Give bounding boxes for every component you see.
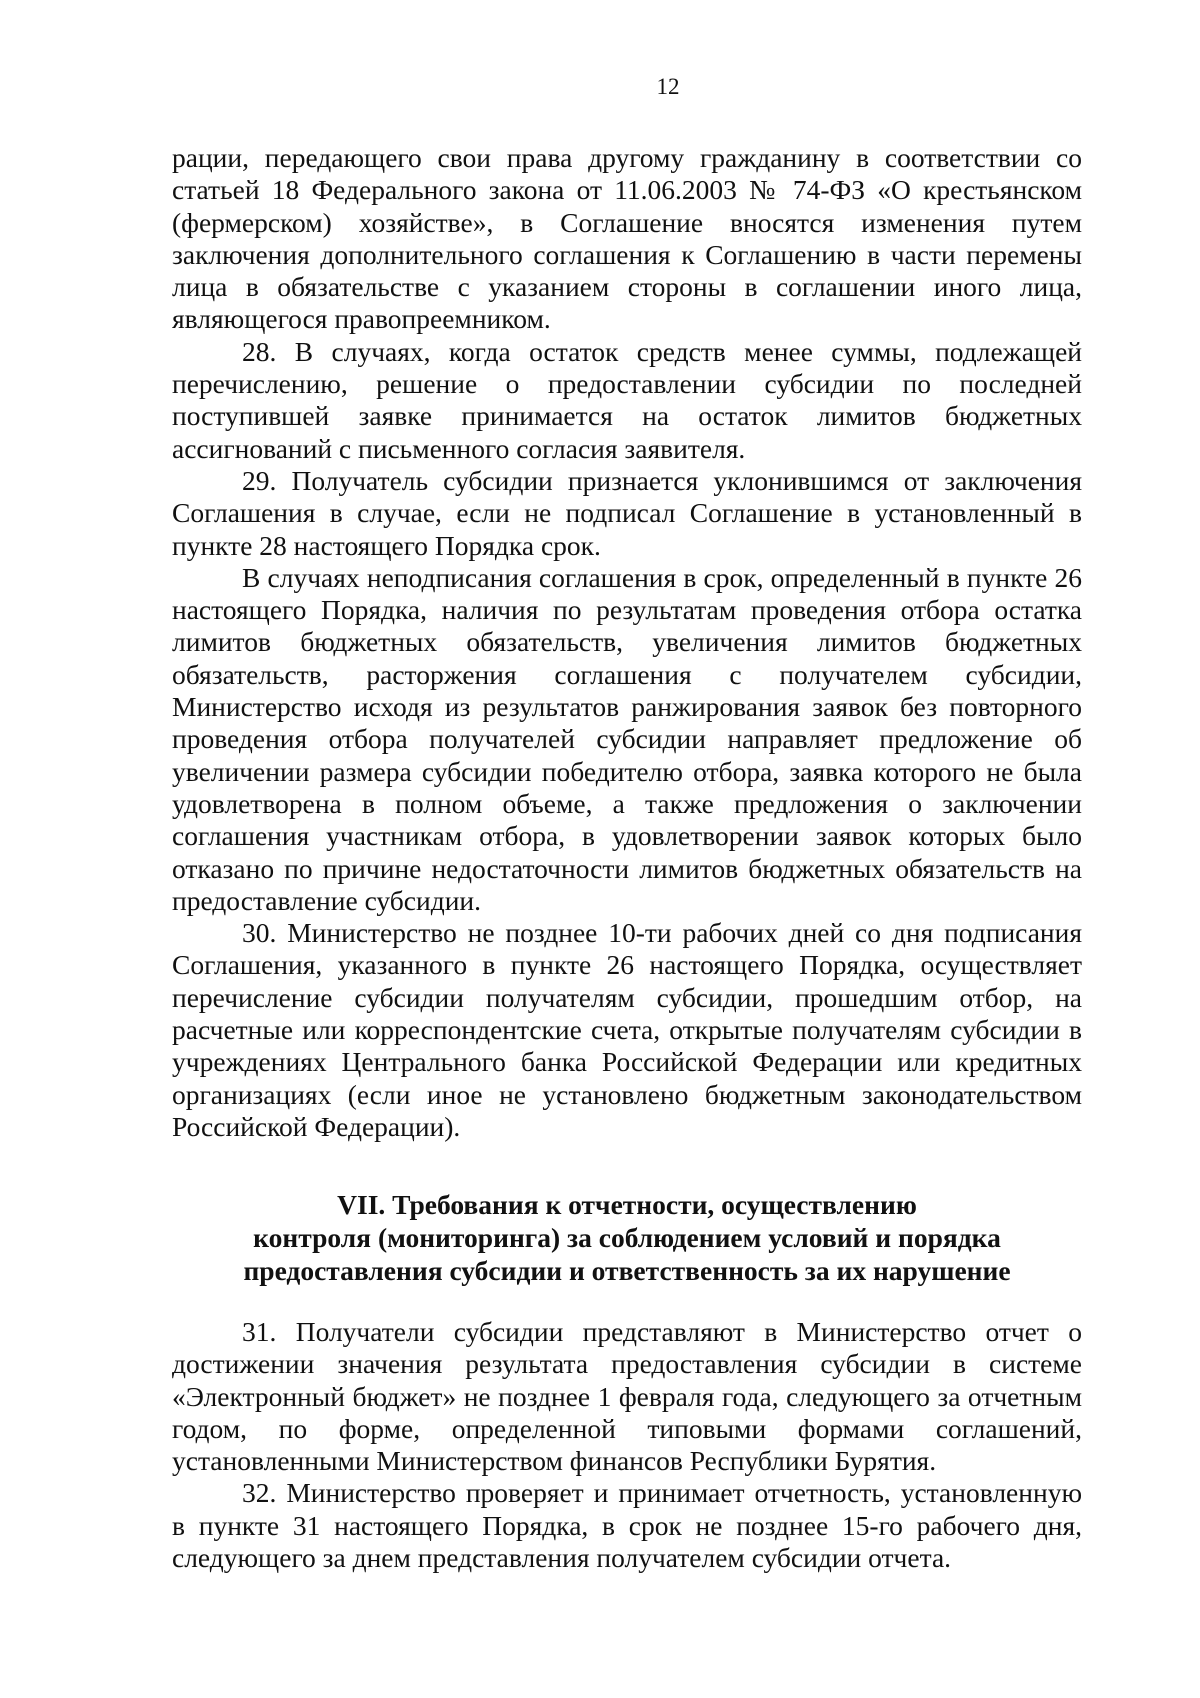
section-heading-line-1: VII. Требования к отчетности, осуществлению <box>337 1189 917 1220</box>
page-number: 12 <box>656 74 680 99</box>
paragraph-28: 28. В случаях, когда остаток средств менее суммы, подлежащей перечислению, решение о предоставлении субсидии по последней поступившей заявке принимается на остаток лимитов бюджетных ассигнований с письменного согласия заявителя. <box>172 335 1082 464</box>
body-text-bottom <box>172 1316 1082 1574</box>
paragraph-29: 29. Получатель субсидии признается уклонившимся от заключения Соглашения в случае, если не подписал Соглашение в установленный в пункте 28 настоящего Порядка срок. <box>172 464 1082 561</box>
section-heading-line-3: предоставления субсидии и ответственность за их нарушение <box>243 1255 1011 1286</box>
paragraph-29-cont: В случаях неподписания соглашения в срок, определенный в пункте 26 настоящего Порядка, наличия по результатам проведения отбора остатка лимитов бюджетных обязательств, увеличения лимитов бюджетных обязательств, расторжения соглашения с получателем субсидии, Министерство исходя из результатов ранжирования заявок без повторного проведения отбора получателей субсидии направляет предложение об увеличении размера субсидии победителю отбора, заявка которого не была удовлетворена в полном объеме, а также предложения о заключении соглашения участникам отбора, в удовлетворении заявок которых было отказано по причине недостаточности лимитов бюджетных обязательств на предоставление субсидии. <box>172 561 1082 916</box>
section-heading-line-2: контроля (мониторинга) за соблюдением условий и порядка <box>253 1222 1001 1253</box>
paragraph-31: 31. Получатели субсидии представляют в Министерство отчет о достижении значения результата предоставления субсидии в системе «Электронный бюджет» не позднее 1 февраля года, следующего за отчетным годом, по форме, определенной типовыми формами соглашений, установленными Министерством финансов Республики Бурятия. <box>172 1316 1082 1477</box>
section-heading <box>172 1188 1082 1287</box>
body-text-top <box>172 142 1082 1143</box>
paragraph-continuation: рации, передающего свои права другому гражданину в соответствии со статьей 18 Федерального закона от 11.06.2003 № 74-ФЗ «О крестьянском (фермерском) хозяйстве», в Соглашение вносятся изменения путем заключения дополнительного соглашения к Соглашению в части перемены лица в обязательстве с указанием стороны в соглашении иного лица, являющегося правопреемником. <box>172 142 1082 335</box>
paragraph-32: 32. Министерство проверяет и принимает отчетность, установленную в пункте 31 настоящего Порядка, в срок не позднее 15-го рабочего дня, следующего за днем представления получателем субсидии отчета. <box>172 1477 1082 1574</box>
paragraph-30: 30. Министерство не позднее 10-ти рабочих дней со дня подписания Соглашения, указанного в пункте 26 настоящего Порядка, осуществляет перечисление субсидии получателям субсидии, прошедшим отбор, на расчетные или корреспондентские счета, открытые получателям субсидии в учреждениях Центрального банка Российской Федерации или кредитных организациях (если иное не установлено бюджетным законодательством Российской Федерации). <box>172 917 1082 1142</box>
